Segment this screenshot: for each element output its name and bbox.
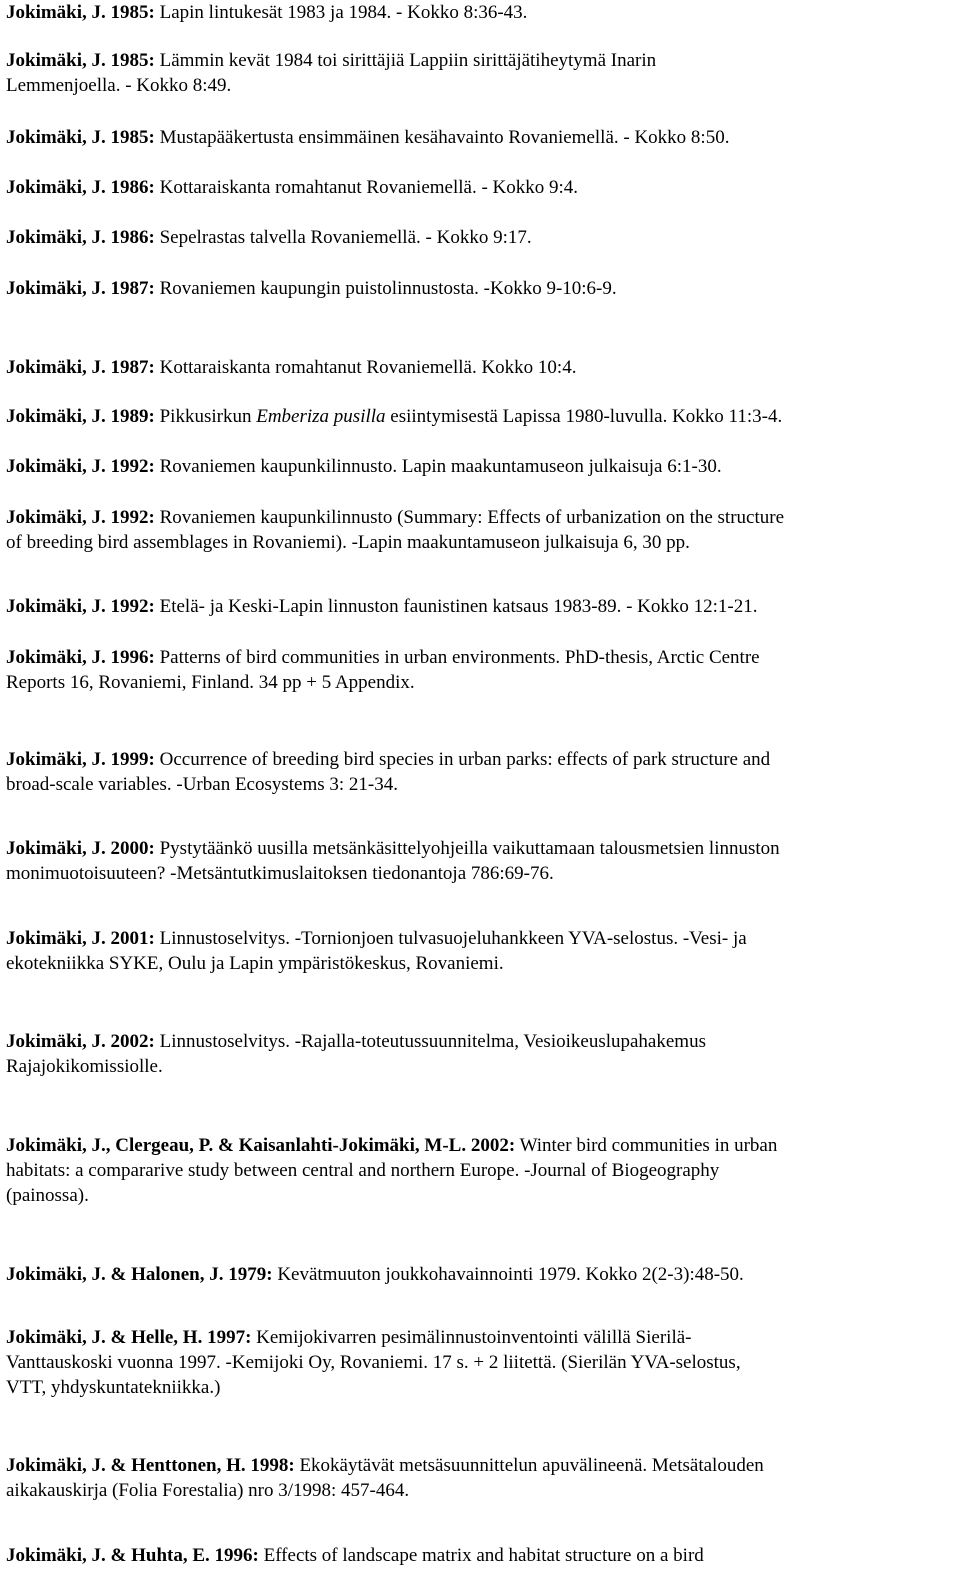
ref-text-cont: Lemmenjoella. - Kokko 8:49. <box>6 75 232 96</box>
ref-year: 1986: <box>110 227 155 248</box>
ref-author: Jokimäki, J. <box>6 127 106 148</box>
ref-author: Jokimäki, J. <box>6 278 106 299</box>
ref-year: 2001: <box>110 928 155 949</box>
reference-entry <box>6 276 950 301</box>
ref-text: Occurrence of breeding bird species in urban parks: effects of park structure and <box>159 749 771 770</box>
ref-author: Jokimäki, J. <box>6 928 106 949</box>
reference-entry <box>6 926 950 976</box>
ref-year: 1996: <box>214 1545 259 1566</box>
ref-text: Etelä- ja Keski-Lapin linnuston faunistinen katsaus 1983-89. - Kokko 12:1-21. <box>159 596 758 617</box>
ref-year: 1985: <box>110 2 155 23</box>
reference-entry <box>6 1133 950 1208</box>
ref-text-cont: habitats: a compararive study between central and northern Europe. -Journal of Biogeography <box>6 1160 720 1181</box>
ref-author: Jokimäki, J. <box>6 647 106 668</box>
ref-text: Kottaraiskanta romahtanut Rovaniemellä. - Kokko 9:4. <box>159 177 579 198</box>
ref-author: Jokimäki, J. & Huhta, E. <box>6 1545 210 1566</box>
ref-text: Linnustoselvitys. -Tornionjoen tulvasuojeluhankkeen YVA-selostus. -Vesi- ja <box>159 928 747 949</box>
ref-text-cont: VTT, yhdyskuntatekniikka.) <box>6 1377 221 1398</box>
ref-text-cont: of breeding bird assemblages in Rovaniemi). -Lapin maakuntamuseon julkaisuja 6, 30 pp. <box>6 532 690 553</box>
ref-text: Sepelrastas talvella Rovaniemellä. - Kokko 9:17. <box>159 227 532 248</box>
reference-entry <box>6 404 950 429</box>
ref-text: Rovaniemen kaupungin puistolinnustosta. -Kokko 9-10:6-9. <box>159 278 617 299</box>
ref-text: esiintymisestä Lapissa 1980-luvulla. Kokko 11:3-4. <box>390 406 783 427</box>
ref-author: Jokimäki, J. & Halonen, J. <box>6 1264 224 1285</box>
reference-entry <box>6 454 950 479</box>
ref-author: Jokimäki, J. <box>6 50 106 71</box>
reference-entry <box>6 0 950 25</box>
ref-year: 1979: <box>228 1264 273 1285</box>
ref-year: 1986: <box>110 177 155 198</box>
ref-year: 1987: <box>110 357 155 378</box>
reference-entry <box>6 1029 950 1079</box>
ref-year: 2000: <box>110 838 155 859</box>
reference-entry <box>6 505 950 555</box>
ref-year: 1998: <box>250 1455 295 1476</box>
ref-text-cont: Vanttauskoski vuonna 1997. -Kemijoki Oy, Rovaniemi. 17 s. + 2 liitettä. (Sierilän YVA-selostus, <box>6 1352 741 1373</box>
ref-text: Mustapääkertusta ensimmäinen kesähavainto Rovaniemellä. - Kokko 8:50. <box>159 127 730 148</box>
ref-text: Patterns of bird communities in urban environments. PhD-thesis, Arctic Centre <box>159 647 760 668</box>
ref-year: 2002: <box>470 1135 516 1156</box>
ref-author: Jokimäki, J. <box>6 357 106 378</box>
ref-author: Jokimäki, J. <box>6 838 106 859</box>
ref-author: Jokimäki, J. <box>6 596 106 617</box>
ref-author: Jokimäki, J. & Helle, H. <box>6 1327 203 1348</box>
ref-author: Jokimäki, J. & Henttonen, H. <box>6 1455 246 1476</box>
ref-text-cont: (painossa). <box>6 1185 89 1206</box>
ref-text: Lämmin kevät 1984 toi sirittäjiä Lappiin sirittäjätiheytymä Inarin <box>159 50 657 71</box>
ref-author: Jokimäki, J. <box>6 406 106 427</box>
ref-text: Pystytäänkö uusilla metsänkäsittelyohjeilla vaikuttamaan talousmetsien linnuston <box>159 838 780 859</box>
ref-text: Rovaniemen kaupunkilinnusto. Lapin maakuntamuseon julkaisuja 6:1-30. <box>159 456 722 477</box>
ref-text: Linnustoselvitys. -Rajalla-toteutussuunnitelma, Vesioikeuslupahakemus <box>159 1031 706 1052</box>
ref-author: Jokimäki, J. <box>6 749 106 770</box>
ref-year: 1992: <box>110 507 155 528</box>
ref-species-name: Emberiza pusilla <box>256 406 386 427</box>
ref-year: 1992: <box>110 596 155 617</box>
reference-entry <box>6 355 950 380</box>
ref-text-cont: monimuotoisuuteen? -Metsäntutkimuslaitoksen tiedonantoja 786:69-76. <box>6 863 554 884</box>
ref-year: 1989: <box>110 406 155 427</box>
ref-text: Kevätmuuton joukkohavainnointi 1979. Kokko 2(2-3):48-50. <box>277 1264 744 1285</box>
ref-text-cont: Reports 16, Rovaniemi, Finland. 34 pp + 5 Appendix. <box>6 672 415 693</box>
ref-text-cont: aikakauskirja (Folia Forestalia) nro 3/1998: 457-464. <box>6 1480 410 1501</box>
ref-author: Jokimäki, J. <box>6 456 106 477</box>
reference-entry <box>6 594 950 619</box>
reference-entry <box>6 48 950 98</box>
ref-author: Jokimäki, J. <box>6 227 106 248</box>
reference-entry <box>6 836 950 886</box>
reference-entry <box>6 1543 950 1568</box>
ref-text: Rovaniemen kaupunkilinnusto (Summary: Effects of urbanization on the structure <box>159 507 785 528</box>
ref-year: 1985: <box>110 50 155 71</box>
ref-text-cont: broad-scale variables. -Urban Ecosystems 3: 21-34. <box>6 774 399 795</box>
ref-text: Winter bird communities in urban <box>519 1135 778 1156</box>
ref-year: 1996: <box>110 647 155 668</box>
reference-entry <box>6 645 950 695</box>
reference-entry <box>6 175 950 200</box>
ref-text: Kemijokivarren pesimälinnustoinventointi välillä Sierilä- <box>256 1327 692 1348</box>
ref-author: Jokimäki, J. <box>6 2 106 23</box>
ref-author: Jokimäki, J. <box>6 177 106 198</box>
ref-year: 1997: <box>207 1327 252 1348</box>
reference-entry <box>6 1262 950 1287</box>
ref-text: Lapin lintukesät 1983 ja 1984. - Kokko 8:36-43. <box>159 2 528 23</box>
ref-author: Jokimäki, J., Clergeau, P. & Kaisanlahti-Jokimäki, M-L. <box>6 1135 467 1156</box>
ref-text-cont: Rajajokikomissiolle. <box>6 1056 163 1077</box>
reference-entry <box>6 1453 950 1503</box>
reference-entry <box>6 225 950 250</box>
reference-entry <box>6 1325 950 1400</box>
ref-year: 1992: <box>110 456 155 477</box>
ref-year: 1999: <box>110 749 155 770</box>
ref-text: Ekokäytävät metsäsuunnittelun apuvälineenä. Metsätalouden <box>299 1455 764 1476</box>
ref-text: Effects of landscape matrix and habitat structure on a bird <box>263 1545 704 1566</box>
ref-year: 2002: <box>110 1031 155 1052</box>
ref-text: Kottaraiskanta romahtanut Rovaniemellä. Kokko 10:4. <box>159 357 577 378</box>
ref-year: 1987: <box>110 278 155 299</box>
reference-entry <box>6 125 950 150</box>
ref-text: Pikkusirkun <box>159 406 252 427</box>
reference-entry <box>6 747 950 797</box>
ref-author: Jokimäki, J. <box>6 507 106 528</box>
ref-text-cont: ekotekniikka SYKE, Oulu ja Lapin ympäristökeskus, Rovaniemi. <box>6 953 504 974</box>
ref-year: 1985: <box>110 127 155 148</box>
ref-author: Jokimäki, J. <box>6 1031 106 1052</box>
